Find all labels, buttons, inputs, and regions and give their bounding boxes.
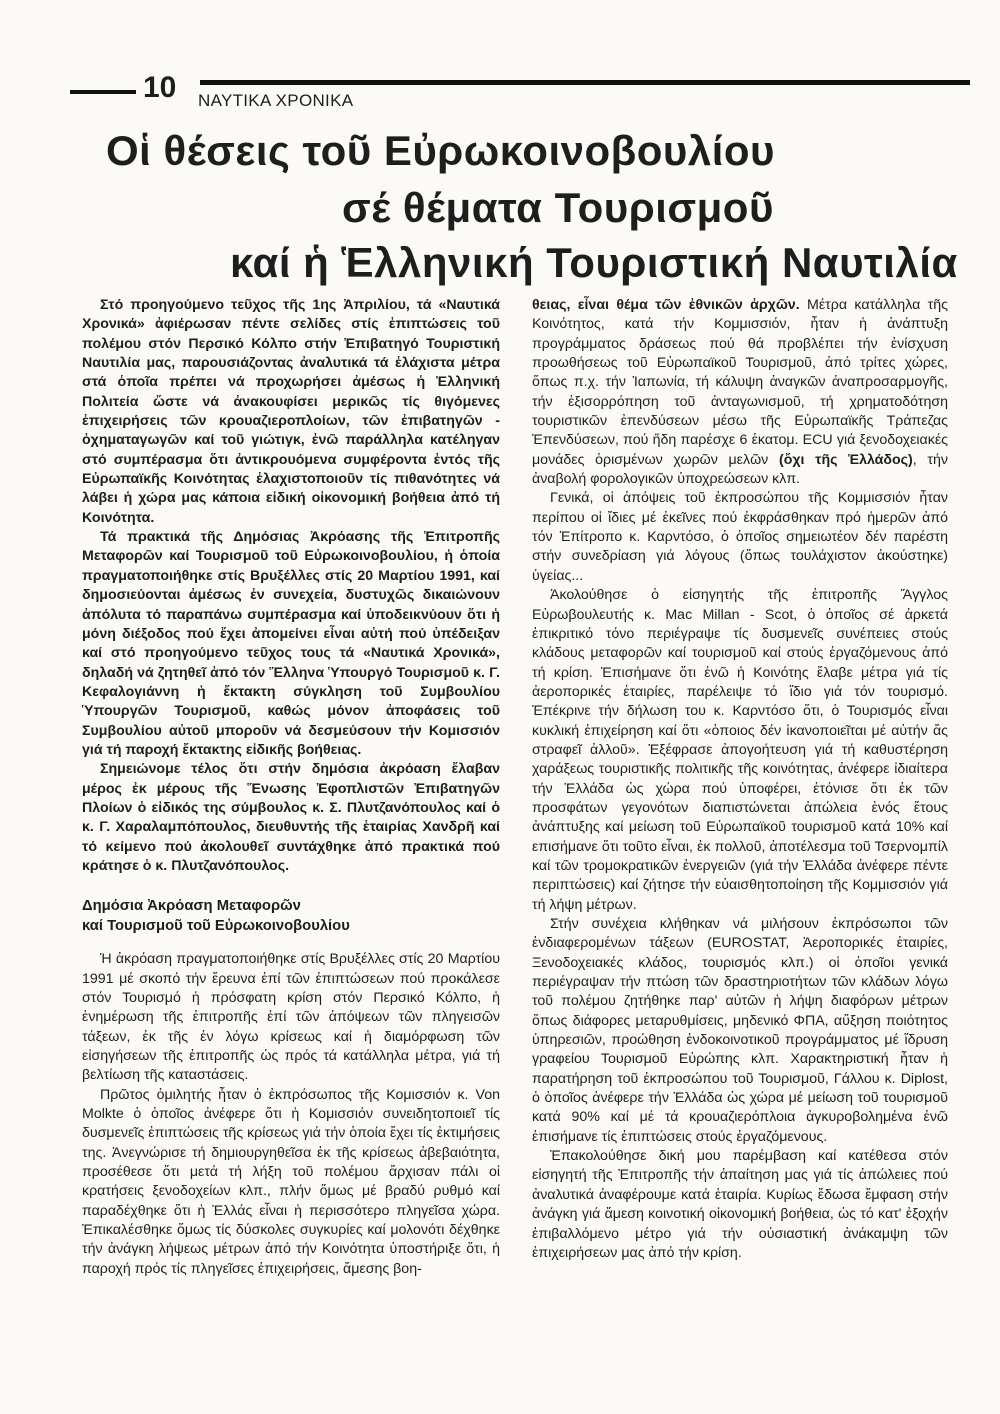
body-paragraph: Στήν συνέχεια κλήθηκαν νά μιλήσουν ἐκπρόσωποι τῶν ἐνδιαφερομένων τάξεων (EUROSTAT, Ἀεροπορικές ἑταιρίες, Ξενοδοχειακές κλάδος, τουρισμός κλπ.) οἱ ὁποῖοι γενικά περιέγραψαν τήν πτώση τῶν δραστηριοτήτων τῶν κλάδων λόγω τοῦ πολέμου ζητήθηκε παρ' αὐτῶν ἡ λήψη διαφόρων μέτρων ὅπως διάφορες μεταρυθμίσεις, μηδενικό ΦΠΑ, αὔξηση ποιότητος ὑπηρεσιῶν, προώθηση ἐνδοκοινοτικοῦ προγράμματος μέ ἵδρυση γραφείου Τουρισμοῦ Εὐρώπης κλπ. Χαρακτηριστική ἦταν ἡ παρατήρηση τοῦ ἐκπροσώπου τοῦ Τουρισμοῦ, Γάλλου κ. Diplost, ὁ ὁποῖος ἀνέφερε τήν Ἑλλάδα ὡς χώρα μέ μείωση τοῦ τουρισμοῦ κατά 90% καί μέ τά κρουαζιερόπλοια ἀγκυροβολημένα ἐνῶ ἐπισήμανε τίς ἐπιπτώσεις στούς ἐργαζόμενους. xyxy=(532,916,948,1145)
body-paragraph: Ἐπακολούθησε δική μου παρέμβαση καί κατέθεσα στόν εἰσηγητή τῆς Ἐπιτροπῆς τήν ἀπαίτηση μας γιά τίς ἀπώλειες πού ἀναλυτικά ἀναφέρουμε κατά ἑταιρία. Κυρίως ἔδωσα ἔμφαση στήν ἀνάγκη γιά ἄμεση κοινοτική οἰκονομική βοήθεια, ὡς τό κατ' ἐξοχήν ἐπιβαλλόμενο μέτρο γιά τήν οὐσιαστική ἀνάκαμψη τῶν ἐπιχειρήσεων μας ἀπό τήν κρίση. xyxy=(532,1148,948,1261)
page-number: 10 xyxy=(143,71,177,104)
intro-paragraph-1: Στό προηγούμενο τεῦχος τῆς 1ης Ἀπριλίου, τά «Ναυτικά Χρονικά» ἀφιέρωσαν πέντε σελίδες στίς ἐπιπτώσεις τοῦ πολέμου στόν Περσικό Κόλπο στήν Ἐπιβατηγό Τουριστική Ναυτιλία μας, παρουσιάζοντας ἀναλυτικά τά ἐλάχιστα μέτρα στά ὁποῖα πρέπει νά προχωρήσει ἀμέσως ἡ Ἑλληνική Πολιτεία ὥστε νά ἀνακουφίσει μερικῶς τίς θιγόμενες ἐπιχειρήσεις τῶν κρουαζιεροπλοίων, τῶν ἐπιβατηγῶν - ὀχηματαγωγῶν καί τοῦ γιώτιγκ, ἐνῶ παράλληλα κατέληγαν στό συμπέρασμα ὅτι ἀντικρουόμενα συμφέροντα ἐντός τῆς Εὐρωπαϊκῆς Κοινότητας ἐλαχιστοποιοῦν τίς πιθανότητες νά λάβει ἡ χώρα μας κάποια εἰδική οἰκονομική βοήθεια ἀπό τή Κοινότητα. xyxy=(82,297,500,526)
subheading-line-1: Δημόσια Ἀκρόαση Μεταφορῶν xyxy=(82,898,301,915)
article-title-line-2: σέ θέματα Τουρισμοῦ xyxy=(342,184,774,231)
right-column xyxy=(532,296,948,1263)
section-subheading xyxy=(82,896,500,936)
publication-name: ΝΑΥΤΙΚΑ ΧΡΟΝΙΚΑ xyxy=(198,91,354,110)
body-paragraph: Πρῶτος ὁμιλητής ἦταν ὁ ἐκπρόσωπος τῆς Κομισσιόν κ. Von Molkte ὁ ὁποῖος ἀνέφερε ὅτι ἡ Κομισσιόν συνειδητοποιεῖ τίς δυσμενεῖς ἐπιπτώσεις τῆς κρίσεως γιά τήν ὁποία ἔχει τίς ἐκτιμήσεις της. Ἀνεγνώρισε τή δημιουργηθεῖσα ἐκ τῆς κρίσεως ἀβεβαιότητα, προσέθεσε ὅτι μετά τή λήξη τοῦ πολέμου ἄρχισαν πάλι οἱ κρατήσεις ξενοδοχείων κλπ., πλήν ὅμως μέ βραδύ ρυθμό καί παραδέχθηκε ὅτι ἡ Ἑλλάς εἶναι ἡ περισσότερο πληγεῖσα χώρα. Ἐπικαλέσθηκε ὅμως τίς δύσκολες συγκυρίες καί μολονότι δέχθηκε τήν ἀνάγκη λήψεως μέτρων ἀπό τήν Κοινότητα ὑποστήριξε ὅτι, ἡ παροχή πρός τίς πληγεῖσες ἐπιχειρήσεις, ἄμεσης βοη- xyxy=(82,1086,500,1277)
body-paragraph: Ἀκολούθησε ὁ εἰσηγητής τῆς ἐπιτροπῆς Ἄγγλος Εὐρωβουλευτής κ. Mac Millan - Scot, ὁ ὁποῖος σέ ἀρκετά ἐπικριτικό τόνο περιέγραψε τίς δυσμενεῖς συνέπειες στούς κλάδους μεταφορῶν καί τουρισμοῦ καί στούς ἐργαζόμενους ἀπό τή κρίση. Ἐπισήμανε ὅτι ἐνῶ ἡ Κοινότης ἔλαβε μέτρα γιά τίς ἀεροπορικές ἑταιρίες, παρέλειψε τό ἴδιο γιά τόν τουρισμό. Ἐπέκρινε τήν δήλωση του κ. Καρντόσο ὅτι, ὁ Τουρισμός εἶναι κυκλική ἐπιχείρηση καί ὅτι «ὁποιος δέν ἱκανοποιεῖται μέ αὐτήν ἄς στραφεῖ ἀλλοῦ». Ἐξέφρασε ἀπογοήτευση γιά τή καθυστέρηση χαράξεως τουριστικῆς πολιτικῆς τῆς κοινότητας, ἀνέφερε ἰδιαίτερα τήν Ἑλλάδα ὡς χώρα πού ὑποφέρει, ἐτόνισε ὅτι ἐκ τῶν προσφάτων γεγονότων διαπιστώνεται ἀπώλεια ἑνός ἔτους ἀνάπτυξης καί μείωση τοῦ Εὐρωπαϊκοῦ τουρισμοῦ κατά 10% καί επισήμανε ὅτι τοῦτο εἶναι, ἐκ πολλοῦ, ἀποτέλεσμα τοῦ Τσερνομπίλ καί τῶν τρομοκρατικῶν ἐνεργειῶν (γιά τήν Ἑλλάδα ἀνέφερε πέντε περιπτώσεις) καί ζήτησε τήν εὐαισθητοποίηση τῆς Κομμισσιόν γιά τή λήψη μέτρων. xyxy=(532,587,948,913)
bold-phrase: θειας, εἶναι θέμα τῶν ἐθνικῶν ἀρχῶν. xyxy=(532,297,800,313)
header-rule-right xyxy=(200,80,970,85)
body-paragraph: Γενικά, οἱ ἀπόψεις τοῦ ἐκπροσώπου τῆς Κομμισσιόν ἦταν περίπου οἱ ἴδιες μέ ἐκεῖνες πού ἐκφράσθηκαν πρό ἡμερῶν ἀπό τόν Ἐπίτροπο κ. Καρντόσο, ὁ ὁποῖος σημειωτέον δέν παρέστη στήν συνεδρίαση γιά λόγους (ὅπως τουλάχιστον ἀκούστηκε) ὑγείας... xyxy=(532,490,948,584)
subheading-line-2: καί Τουρισμοῦ τοῦ Εὐρωκοινοβουλίου xyxy=(82,918,350,935)
intro-paragraph-2: Τά πρακτικά τῆς Δημόσιας Ἀκρόασης τῆς Ἐπιτροπῆς Μεταφορῶν καί Τουρισμοῦ τοῦ Εὐρωκοινοβουλίου, ἡ ὁποία πραγματοποιήθηκε στίς Βρυξέλλες στίς 20 Μαρτίου 1991, καί δημοσιεύονται ἀμέσως ἐν συνεχεία, δυστυχῶς δικαιώνουν ἀπόλυτα τό παραπάνω συμπέρασμα καί ὑποδεικνύουν ὅτι ἡ μόνη διέξοδος πού ἔχει ἀπομείνει εἶναι αὐτή πού ὑπέδειξαν καί στό προηγούμενο τεῦχος τους τά «Ναυτικά Χρονικά», δηλαδή νά ζητηθεῖ ἀπό τόν Ἕλληνα Ὑπουργό Τουρισμοῦ κ. Γ. Κεφαλογιάννη ἡ ἔκτακτη σύγκληση τοῦ Συμβουλίου Ὑπουργῶν Τουρισμοῦ, καθώς μόνον ἀποφάσεις τοῦ Συμβουλίου αὐτοῦ μποροῦν νά δεσμεύσουν τήν Κομισσιόν γιά τή παροχή ἔκτακτης εἰδικῆς βοήθειας. xyxy=(82,529,500,758)
intro-paragraph-3: Σημειώνομε τέλος ὅτι στήν δημόσια ἀκρόαση ἔλαβαν μέρος ἐκ μέρους τῆς Ἕνωσης Ἐφοπλιστῶν Ἐπιβατηγῶν Πλοίων ὁ εἰδικός της σύμβουλος κ. Σ. Πλυτζανόπουλος καί ὁ κ. Γ. Χαραλαμπόπουλος, διευθυντής τῆς ἑταιρίας Χανδρῆ καί τό κείμενο πού ἀκολουθεῖ συντάχθηκε ἀπό πρακτικά πού κράτησε ὁ κ. Πλυτζανόπουλος. xyxy=(82,761,500,874)
article-title-line-1: Οἱ θέσεις τοῦ Εὐρωκοινοβουλίου xyxy=(106,127,775,174)
bold-phrase: (ὄχι τῆς Ἑλλάδος) xyxy=(778,451,913,468)
article-title-line-3: καί ἡ Ἑλληνική Τουριστική Ναυτιλία xyxy=(230,239,958,286)
text-run: , τήν ἀναβολή φορολογικῶν ὑποχρεώσεων κλπ. xyxy=(532,451,949,488)
body-paragraph: Ἡ ἀκρόαση πραγματοποιήθηκε στίς Βρυξέλλες στίς 20 Μαρτίου 1991 μέ σκοπό τήν ἔρευνα ἐπί τῶν ἐπιπτώσεων πού προκάλεσε στόν Τουρισμό ἡ πρόσφατη κρίση στόν Περσικό Κόλπο, ἡ ἐνημέρωση τῆς ἐπιτροπῆς ἐπί τῶν ἀπόψεων τῶν πληγεισῶν τάξεων, ἐκ τῆς ἐν λόγω κρίσεως καί ἡ διαμόρφωση τῶν εἰσηγήσεων τῆς ἐπιτροπῆς ὡς πρός τά κατάλληλα μέτρα, γιά τή βελτίωση τῆς καταστάσεις. xyxy=(82,951,500,1084)
header-rule-left xyxy=(70,90,136,94)
body-paragraph xyxy=(532,296,948,489)
text-run: Μέτρα κατάλληλα τῆς Κοινότητος, κατά τήν Κομμισσιόν, ἦταν ἡ ἀνάπτυξη προγράμματος δράσεως πού θά προβλέπει τήν ἐνίσχυση προωθήσεως τοῦ Εὐρωπαϊκοῦ Τουρισμοῦ, ἀπό τρίτες χώρες, ὅπως π.χ. τήν Ἰαπωνία, τή κάλυψη ἀναγκῶν ἀναπροσαρμογῆς, τήν ἐξισορρόπηση τοῦ ἀνταγωνισμοῦ, τή χρηματοδότηση τουριστικῶν ἐπενδύσεων μέσω τῆς Εὐρωπαϊκῆς Τράπεζας Ἐπενδύσεων, πού ἤδη παρέσχε 6 ἑκατομ. ECU γιά ξενοδοχειακές μονάδες ὁρισμένων χωρῶν μελῶν xyxy=(532,297,948,468)
left-column xyxy=(82,296,500,1279)
